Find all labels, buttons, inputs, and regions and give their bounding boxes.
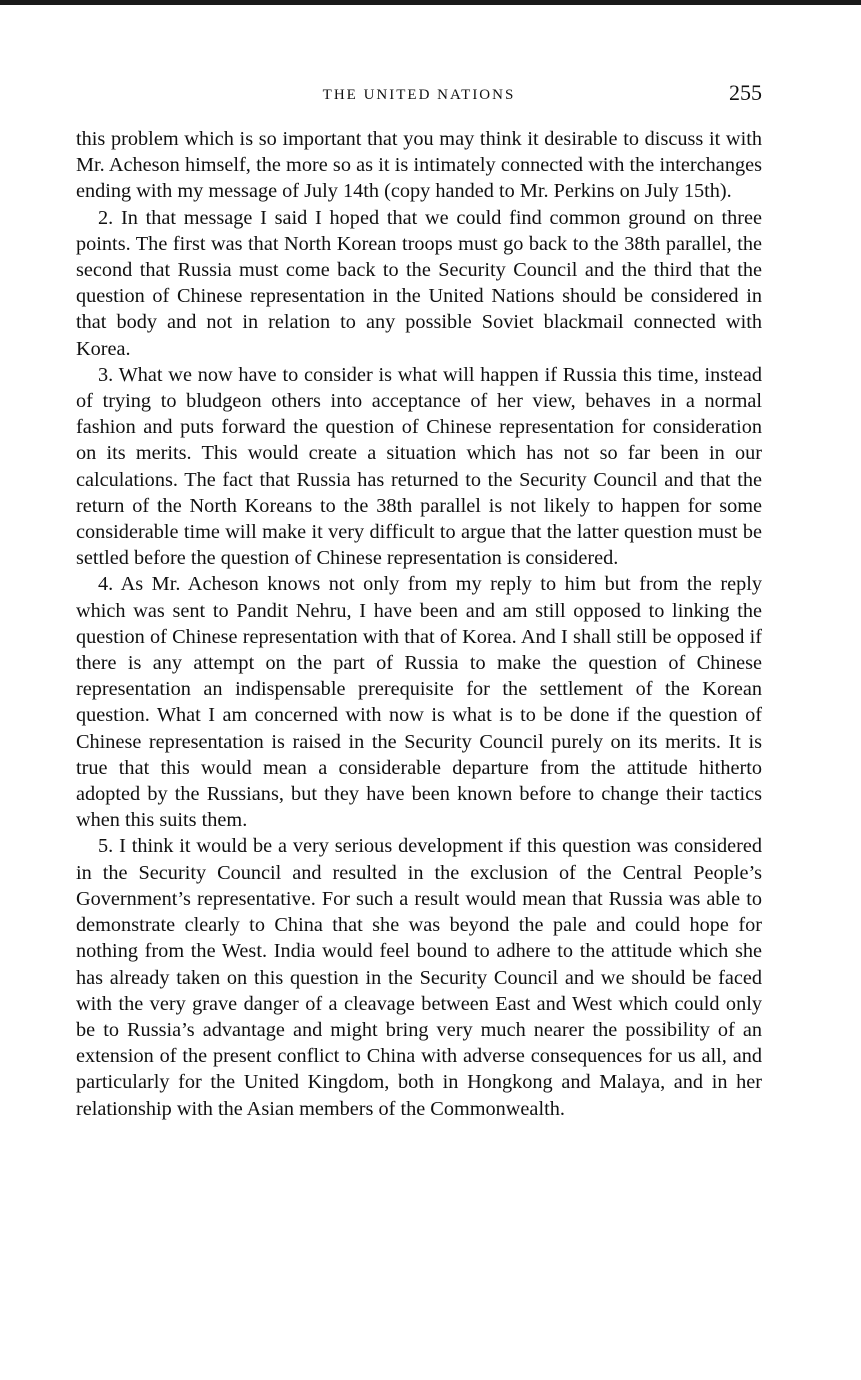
body-text <box>76 126 762 1122</box>
paragraph-4: 4. As Mr. Acheson knows not only from my reply to him but from the reply which was sent to Pandit Nehru, I have been and am still opposed to linking the question of Chinese representation with that of Korea. And I shall still be opposed if there is any attempt on the part of Russia to make the question of Chinese representation an indispensable prerequisite for the settlement of the Korean question. What I am concerned with now is what is to be done if the question of Chinese representation is raised in the Security Council purely on its merits. It is true that this would mean a considerable departure from the attitude hitherto adopted by the Russians, but they have been known before to change their tactics when this suits them. <box>76 573 762 832</box>
paragraph-continued: this problem which is so important that you may think it desirable to discuss it with Mr. Acheson himself, the more so as it is intimately connected with the interchanges ending with my message of July 14th (copy handed to Mr. Perkins on July 15th). <box>76 128 762 203</box>
page-number: 255 <box>729 80 762 105</box>
top-border <box>0 0 861 5</box>
paragraph-3: 3. What we now have to consider is what will happen if Russia this time, instead of trying to bludgeon others into acceptance of her view, behaves in a normal fashion and puts forward the question of Chinese representation for consideration on its merits. This would create a situation which has not so far been in our calculations. The fact that Russia has returned to the Security Council and that the return of the North Koreans to the 38th parallel is not likely to happen for some considerable time will make it very difficult to argue that the latter question must be settled before the question of Chinese representation is considered. <box>76 363 762 570</box>
running-title: THE UNITED NATIONS <box>322 87 516 103</box>
document-page <box>76 80 762 1122</box>
paragraph-2: 2. In that message I said I hoped that we could find common ground on three points. The first was that North Korean troops must go back to the 38th parallel, the second that Russia must come back to the Security Council and the third that the question of Chinese representation in the United Nations should be considered in that body and not in relation to any possible Soviet blackmail connected with Korea. <box>76 206 762 360</box>
paragraph-5: 5. I think it would be a very serious development if this question was considered in the Security Council and resulted in the exclusion of the Central People’s Government’s representative. For such a result would mean that Russia was able to demonstrate clearly to China that she was beyond the pale and could hope for nothing from the West. India would feel bound to adhere to the attitude which she has already taken on this question in the Security Council and we should be faced with the very grave danger of a cleavage between East and West which could only be to Russia’s advantage and might bring very much nearer the possibility of an extension of the present conflict to China with adverse consequences for us all, and particularly for the United Kingdom, both in Hongkong and Malaya, and in her relationship with the Asian members of the Commonwealth. <box>76 835 762 1120</box>
running-header <box>76 80 762 114</box>
